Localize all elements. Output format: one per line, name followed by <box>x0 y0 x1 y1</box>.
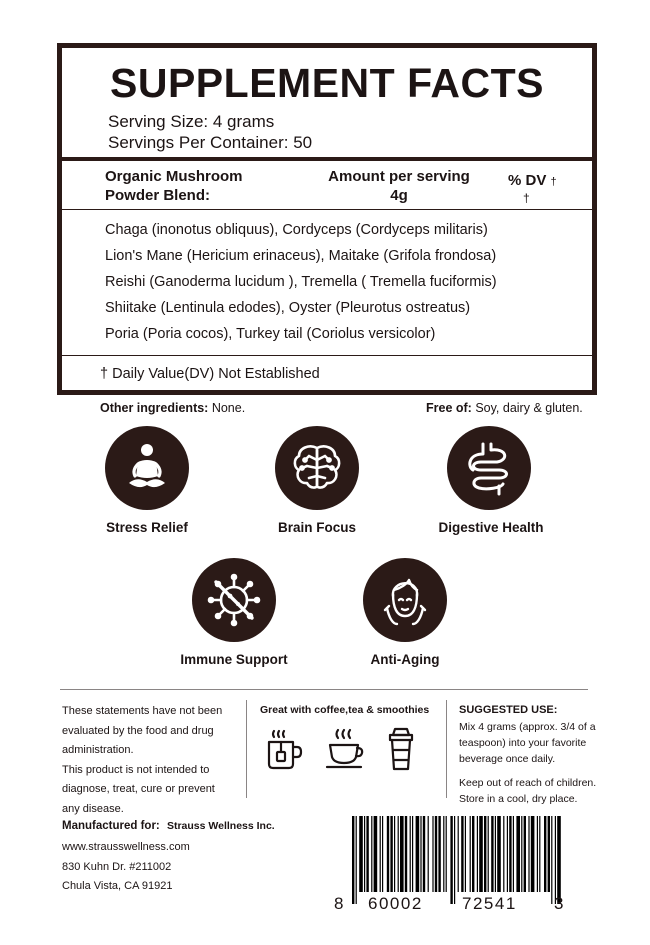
other-ingredients <box>100 401 245 415</box>
divider-thin <box>62 355 592 356</box>
barcode <box>332 812 572 922</box>
column-divider <box>446 700 447 798</box>
barcode-bar <box>387 816 389 892</box>
amount-value: 4g <box>390 187 408 204</box>
barcode-bar <box>454 816 455 904</box>
barcode-bar <box>380 816 381 892</box>
barcode-bar <box>509 816 511 892</box>
barcode-bar <box>458 816 459 892</box>
virus-blocked-icon <box>192 558 276 642</box>
disclaimer-line: This product is not intended to <box>62 763 210 776</box>
barcode-bar <box>398 816 399 892</box>
manufacturer <box>62 820 275 832</box>
blend-header-line1: Organic Mushroom <box>105 168 243 185</box>
great-with-title: Great with coffee,tea & smoothies <box>260 704 430 716</box>
barcode-bar <box>359 816 363 892</box>
brain-icon <box>275 426 359 510</box>
benefit-label: Brain Focus <box>277 520 356 535</box>
barcode-bar <box>470 816 471 892</box>
barcode-bar <box>446 816 447 892</box>
barcode-bar <box>531 816 535 892</box>
manufacturer-contact <box>62 838 190 897</box>
barcode-bar <box>557 816 561 904</box>
free-of <box>426 401 583 415</box>
barcode-bar <box>405 816 407 892</box>
disclaimer-line: any disease. <box>62 802 124 815</box>
barcode-bars <box>332 812 572 904</box>
barcode-digit: 8 <box>334 894 344 913</box>
other-ingredients-label: Other ingredients: <box>100 401 209 415</box>
ingredient-line: Lion's Mane (Hericium erinaceus), Maitake (Grifola frondosa) <box>105 248 497 264</box>
divider-thin <box>62 209 592 210</box>
barcode-bar <box>432 816 433 892</box>
benefit-label: Digestive Health <box>438 520 544 535</box>
other-ingredients-value: None. <box>208 401 246 415</box>
website-link[interactable]: www.strausswellness.com <box>62 841 190 853</box>
tea-cup-icon <box>264 728 304 772</box>
facts-title: SUPPLEMENT FACTS <box>110 60 544 106</box>
storage-line: Keep out of reach of children. <box>459 777 597 789</box>
barcode-bar <box>356 816 357 904</box>
barcode-bar <box>352 816 354 904</box>
barcode-bar <box>400 816 404 892</box>
barcode-bar <box>488 816 489 892</box>
barcode-bar <box>516 816 520 892</box>
barcode-bar <box>364 816 365 892</box>
dv-dagger-2: † <box>523 191 530 205</box>
barcode-bar <box>503 816 504 892</box>
coffee-cup-icon <box>324 727 366 771</box>
section-divider <box>60 689 588 690</box>
barcode-bar <box>420 816 421 892</box>
suggested-line: teaspoon) into your favorite <box>459 737 587 749</box>
barcode-bar <box>450 816 452 904</box>
suggested-title: SUGGESTED USE: <box>459 704 558 716</box>
barcode-bar <box>374 816 378 892</box>
suggested-line: beverage once daily. <box>459 753 556 765</box>
blend-header-line2: Powder Blend: <box>105 187 211 204</box>
disclaimer-line: evaluated by the food and drug <box>62 724 214 737</box>
barcode-bar <box>479 816 483 892</box>
barcode-bar <box>484 816 486 892</box>
manufacturer-label: Manufactured for: <box>62 820 160 832</box>
face-icon <box>363 558 447 642</box>
barcode-bar <box>551 816 552 904</box>
barcode-bar <box>410 816 411 892</box>
barcode-bar <box>366 816 368 892</box>
barcode-bar <box>428 816 429 892</box>
servings-per-container: Servings Per Container: 50 <box>108 133 313 152</box>
ingredient-line: Shiitake (Lentinula edodes), Oyster (Pleurotus ostreatus) <box>105 300 471 316</box>
amount-header: Amount per serving <box>328 168 470 185</box>
barcode-bar <box>394 816 395 892</box>
barcode-bar <box>548 816 550 892</box>
barcode-bar <box>539 816 540 892</box>
address-line: 830 Kuhn Dr. #211002 <box>62 860 172 873</box>
disclaimer-line: administration. <box>62 744 134 756</box>
barcode-bar <box>497 816 501 892</box>
barcode-bar <box>537 816 538 892</box>
barcode-digit: 60002 <box>368 894 423 913</box>
barcode-bar <box>416 816 420 892</box>
manufacturer-name: Strauss Wellness Inc. <box>166 820 275 832</box>
barcode-digit: 3 <box>554 894 564 913</box>
suggested-use <box>459 719 596 767</box>
column-divider <box>246 700 247 798</box>
barcode-bar <box>544 816 546 892</box>
barcode-bar <box>528 816 529 892</box>
free-of-label: Free of: <box>426 401 472 415</box>
intestine-icon <box>447 426 531 510</box>
barcode-digit: 72541 <box>462 894 517 913</box>
barcode-bar <box>507 816 508 892</box>
storage-line: Store in a cool, dry place. <box>459 793 578 805</box>
barcode-bar <box>465 816 466 892</box>
barcode-bar <box>491 816 493 892</box>
smoothie-cup-icon <box>386 726 416 772</box>
dv-dagger: † <box>550 176 557 188</box>
address-line: Chula Vista, CA 91921 <box>62 880 173 892</box>
disclaimer-line: These statements have not been <box>62 705 223 717</box>
benefit-label: Immune Support <box>180 652 288 667</box>
disclaimer <box>62 702 222 819</box>
storage-note <box>459 775 596 807</box>
barcode-bar <box>382 816 383 892</box>
barcode-bar <box>555 816 556 904</box>
barcode-bar <box>521 816 522 892</box>
barcode-bar <box>443 816 444 892</box>
barcode-bar <box>390 816 392 892</box>
supplement-facts-panel <box>57 43 597 395</box>
benefit-label: Stress Relief <box>106 520 188 535</box>
barcode-bar <box>371 816 372 892</box>
barcode-bar <box>472 816 474 892</box>
disclaimer-line: diagnose, treat, cure or prevent <box>62 783 215 795</box>
suggested-line: Mix 4 grams (approx. 3/4 of a <box>459 721 596 733</box>
barcode-bar <box>423 816 425 892</box>
free-of-value: Soy, dairy & gluten. <box>471 401 583 415</box>
barcode-bar <box>524 816 526 892</box>
barcode-bar <box>438 816 440 892</box>
barcode-bar <box>513 816 514 892</box>
dv-label: % DV <box>508 172 547 189</box>
ingredient-line: Reishi (Ganoderma lucidum ), Tremella ( Tremella fuciformis) <box>105 274 497 290</box>
barcode-bar <box>461 816 463 892</box>
ingredient-line: Poria (Poria cocos), Turkey tail (Coriolus versicolor) <box>105 326 436 342</box>
dv-note: † Daily Value(DV) Not Established <box>100 366 320 382</box>
meditation-icon <box>105 426 189 510</box>
barcode-bar <box>477 816 478 892</box>
benefit-label: Anti-Aging <box>370 652 440 667</box>
barcode-bar <box>412 816 413 892</box>
barcode-bar <box>495 816 496 892</box>
serving-size: Serving Size: 4 grams <box>108 112 275 131</box>
dv-header <box>508 172 557 189</box>
barcode-bar <box>435 816 437 892</box>
divider-thick <box>62 157 592 161</box>
ingredient-line: Chaga (inonotus obliquus), Cordyceps (Cordyceps militaris) <box>105 222 488 238</box>
